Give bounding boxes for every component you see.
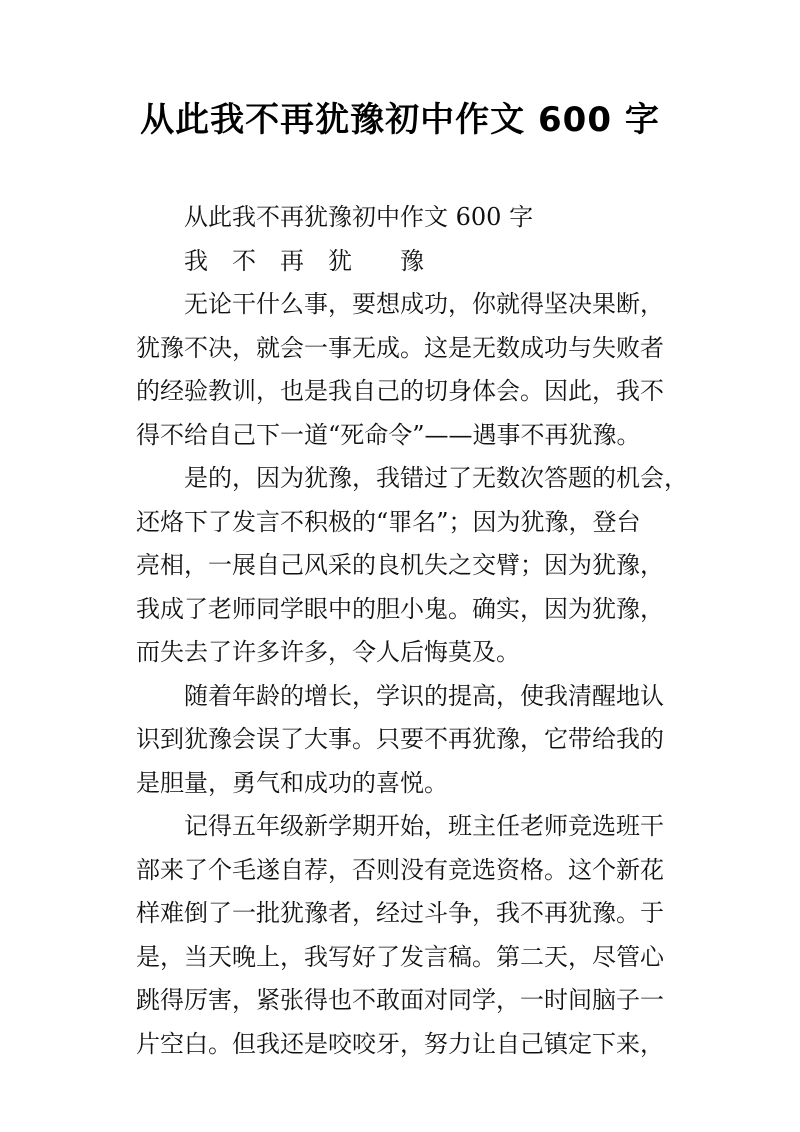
document-body — [136, 196, 688, 1066]
paragraph-line: 样难倒了一批犹豫者，经过斗争，我不再犹豫。于 — [136, 899, 664, 927]
paragraph-line: 记得五年级新学期开始，班主任老师竞选班干 — [184, 812, 664, 840]
essay-heading: 我 不 再 犹 豫 — [184, 246, 424, 275]
paragraph-line: 是胆量，勇气和成功的喜悦。 — [136, 768, 448, 797]
paragraph-line: 犹豫不决，就会一事无成。这是无数成功与失败者 — [136, 333, 664, 362]
paragraph-line: 随着年龄的增长，学识的提高，使我清醒地认 — [184, 681, 664, 710]
paragraph-line: 得不给自己下一道“死命令”——遇事不再犹豫。 — [136, 420, 641, 449]
paragraph-line: 片空白。但我还是咬咬牙，努力让自己镇定下来， — [136, 1029, 664, 1058]
subtitle-line: 从此我不再犹豫初中作文 600 字 — [184, 203, 534, 231]
paragraph-line: 部来了个毛遂自荐，否则没有竞选资格。这个新花 — [136, 855, 664, 884]
paragraph-line: 识到犹豫会误了大事。只要不再犹豫，它带给我的 — [136, 725, 664, 753]
document-title: 从此我不再犹豫初中作文 600 字 — [140, 100, 660, 140]
paragraph-line: 而失去了许多许多，令人后悔莫及。 — [136, 638, 520, 666]
paragraph-line: 的经验教训，也是我自己的切身体会。因此，我不 — [136, 377, 664, 405]
paragraph-line: 我成了老师同学眼中的胆小鬼。确实，因为犹豫， — [136, 594, 664, 623]
paragraph-line: 是，当天晚上，我写好了发言稿。第二天，尽管心 — [136, 942, 664, 971]
paragraph-line: 亮相，一展自己风采的良机失之交臂；因为犹豫， — [136, 551, 664, 579]
paragraph-line: 是的，因为犹豫，我错过了无数次答题的机会， — [184, 464, 688, 492]
paragraph-line: 跳得厉害，紧张得也不敢面对同学，一时间脑子一 — [136, 986, 664, 1014]
paragraph-line: 无论干什么事，要想成功，你就得坚决果断， — [184, 290, 664, 318]
paragraph-line: 还烙下了发言不积极的“罪名”；因为犹豫，登台 — [136, 507, 641, 536]
